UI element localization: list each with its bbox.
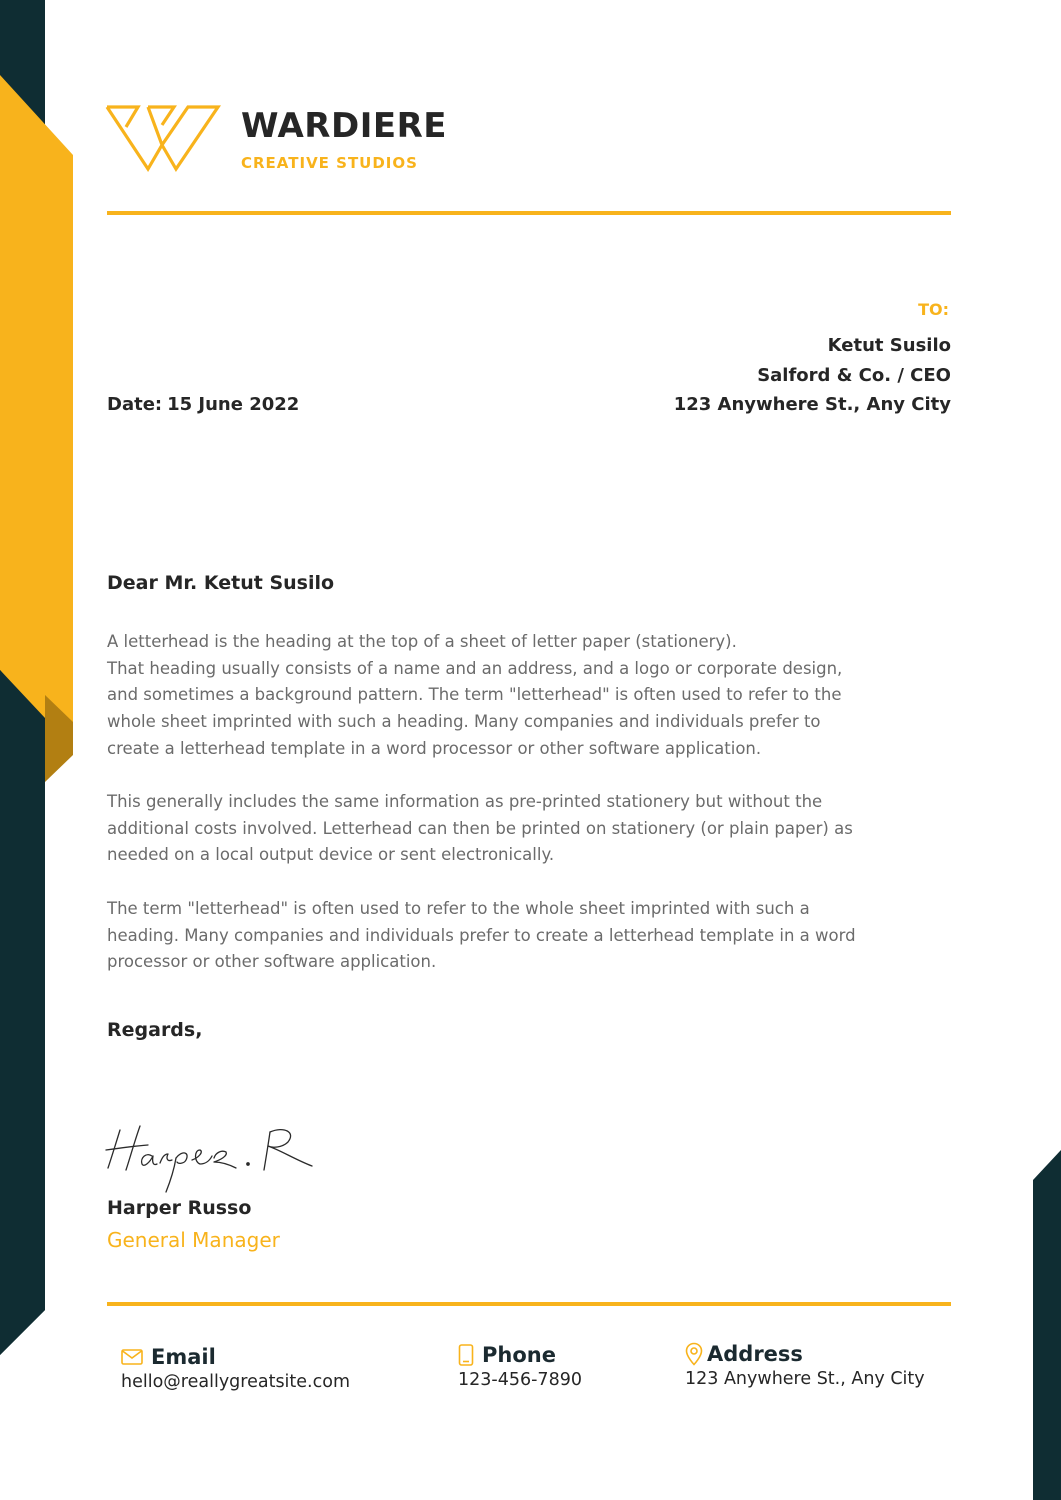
- to-label: TO:: [918, 300, 949, 319]
- paragraph-line: create a letterhead template in a word processor or other software application.: [107, 738, 762, 758]
- left-dark-notch: [0, 670, 45, 1355]
- body-paragraph: [107, 789, 967, 869]
- brand-name: WARDIERE: [241, 106, 447, 146]
- sender-name: Harper Russo: [107, 1197, 252, 1219]
- left-accent-band: [0, 75, 73, 755]
- paragraph-line: That heading usually consists of a name and an address, and a logo or corporate design,: [107, 658, 843, 678]
- contact-label: Email: [151, 1345, 216, 1369]
- contact-email: [121, 1342, 350, 1392]
- recipient-name: Ketut Susilo: [827, 335, 951, 356]
- contact-label: Address: [707, 1342, 803, 1366]
- right-dark-band: [1033, 1150, 1061, 1500]
- footer-divider: [107, 1302, 951, 1306]
- contact-value: 123 Anywhere St., Any City: [685, 1369, 925, 1389]
- paragraph-line: A letterhead is the heading at the top of a sheet of letter paper (stationery).: [107, 632, 737, 651]
- body-paragraph: [107, 629, 967, 763]
- signature: [100, 1118, 340, 1198]
- paragraph-line: heading. Many companies and individuals prefer to create a letterhead template in a word: [107, 925, 856, 945]
- recipient-company: Salford & Co. / CEO: [757, 365, 951, 386]
- paragraph-line: additional costs involved. Letterhead can then be printed on stationery (or plain paper) as: [107, 818, 853, 838]
- sender-title: General Manager: [107, 1228, 280, 1252]
- paragraph-line: The term "letterhead" is often used to refer to the whole sheet imprinted with such a: [107, 899, 810, 918]
- email-icon: [121, 1349, 143, 1365]
- contact-label: Phone: [482, 1343, 556, 1367]
- contact-phone: [458, 1340, 582, 1390]
- paragraph-line: and sometimes a background pattern. The term "letterhead" is often used to refer to the: [107, 685, 842, 705]
- salutation: Dear Mr. Ketut Susilo: [107, 572, 335, 594]
- brand-tagline: CREATIVE STUDIOS: [241, 154, 418, 172]
- closing: Regards,: [107, 1019, 203, 1041]
- header-divider: [107, 211, 951, 215]
- contact-value: hello@reallygreatsite.com: [121, 1372, 350, 1392]
- paragraph-line: This generally includes the same information as pre-printed stationery but without the: [107, 792, 823, 811]
- letter-date: [107, 394, 299, 415]
- contact-value: 123-456-7890: [458, 1370, 582, 1390]
- recipient-address: 123 Anywhere St., Any City: [673, 394, 951, 415]
- date-value: 15 June 2022: [167, 394, 300, 415]
- location-pin-icon: [685, 1342, 703, 1366]
- w-logo-icon: [104, 103, 222, 173]
- body-paragraph: [107, 896, 967, 976]
- paragraph-line: whole sheet imprinted with such a heading. Many companies and individuals prefer to: [107, 712, 821, 732]
- paragraph-line: needed on a local output device or sent electronically.: [107, 845, 555, 865]
- date-label: Date:: [107, 394, 163, 415]
- contact-address: [685, 1339, 925, 1389]
- phone-icon: [458, 1344, 474, 1366]
- paragraph-line: processor or other software application.: [107, 952, 437, 972]
